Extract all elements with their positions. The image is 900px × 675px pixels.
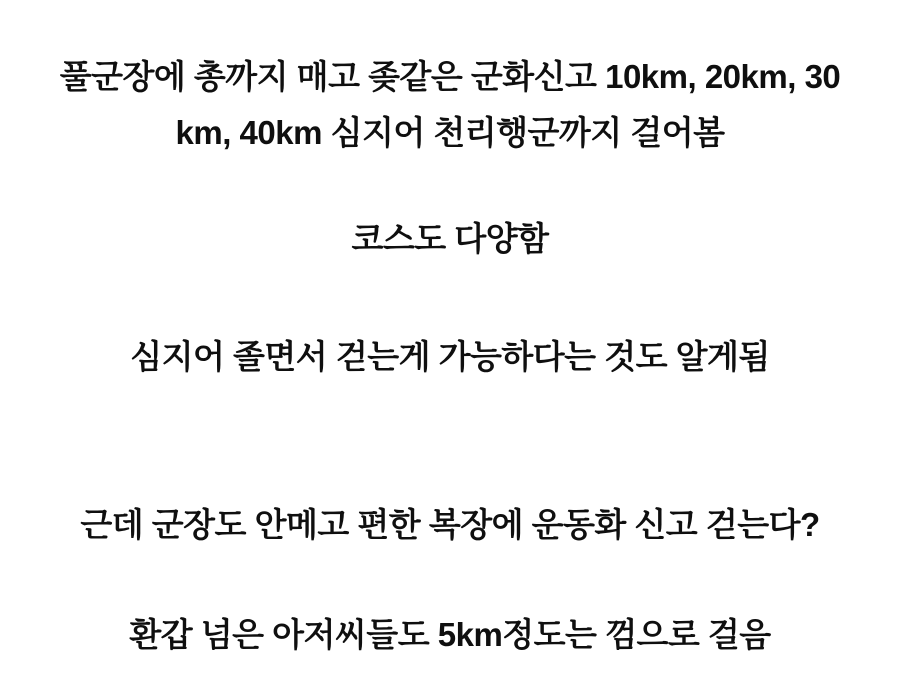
paragraph-courses bbox=[0, 211, 900, 267]
paragraph-line: 풀군장에 총까지 매고 좆같은 군화신고 10km, 20km, 30 bbox=[59, 58, 841, 95]
paragraph-walking-in-comfort bbox=[0, 497, 900, 553]
paragraph-older-men-walking bbox=[0, 607, 900, 663]
paragraph-walking-while-dozing bbox=[0, 329, 900, 385]
paragraph-line: 코스도 다양함 bbox=[351, 220, 549, 257]
paragraph-line: 심지어 졸면서 걷는게 가능하다는 것도 알게됨 bbox=[130, 338, 770, 375]
paragraph-line: 환갑 넘은 아저씨들도 5km정도는 껌으로 걸음 bbox=[129, 616, 771, 653]
paragraph-line: km, 40km 심지어 천리행군까지 걸어봄 bbox=[175, 114, 725, 151]
paragraph-march-distances bbox=[0, 49, 900, 161]
paragraph-line: 근데 군장도 안메고 편한 복장에 운동화 신고 걷는다? bbox=[80, 506, 820, 543]
